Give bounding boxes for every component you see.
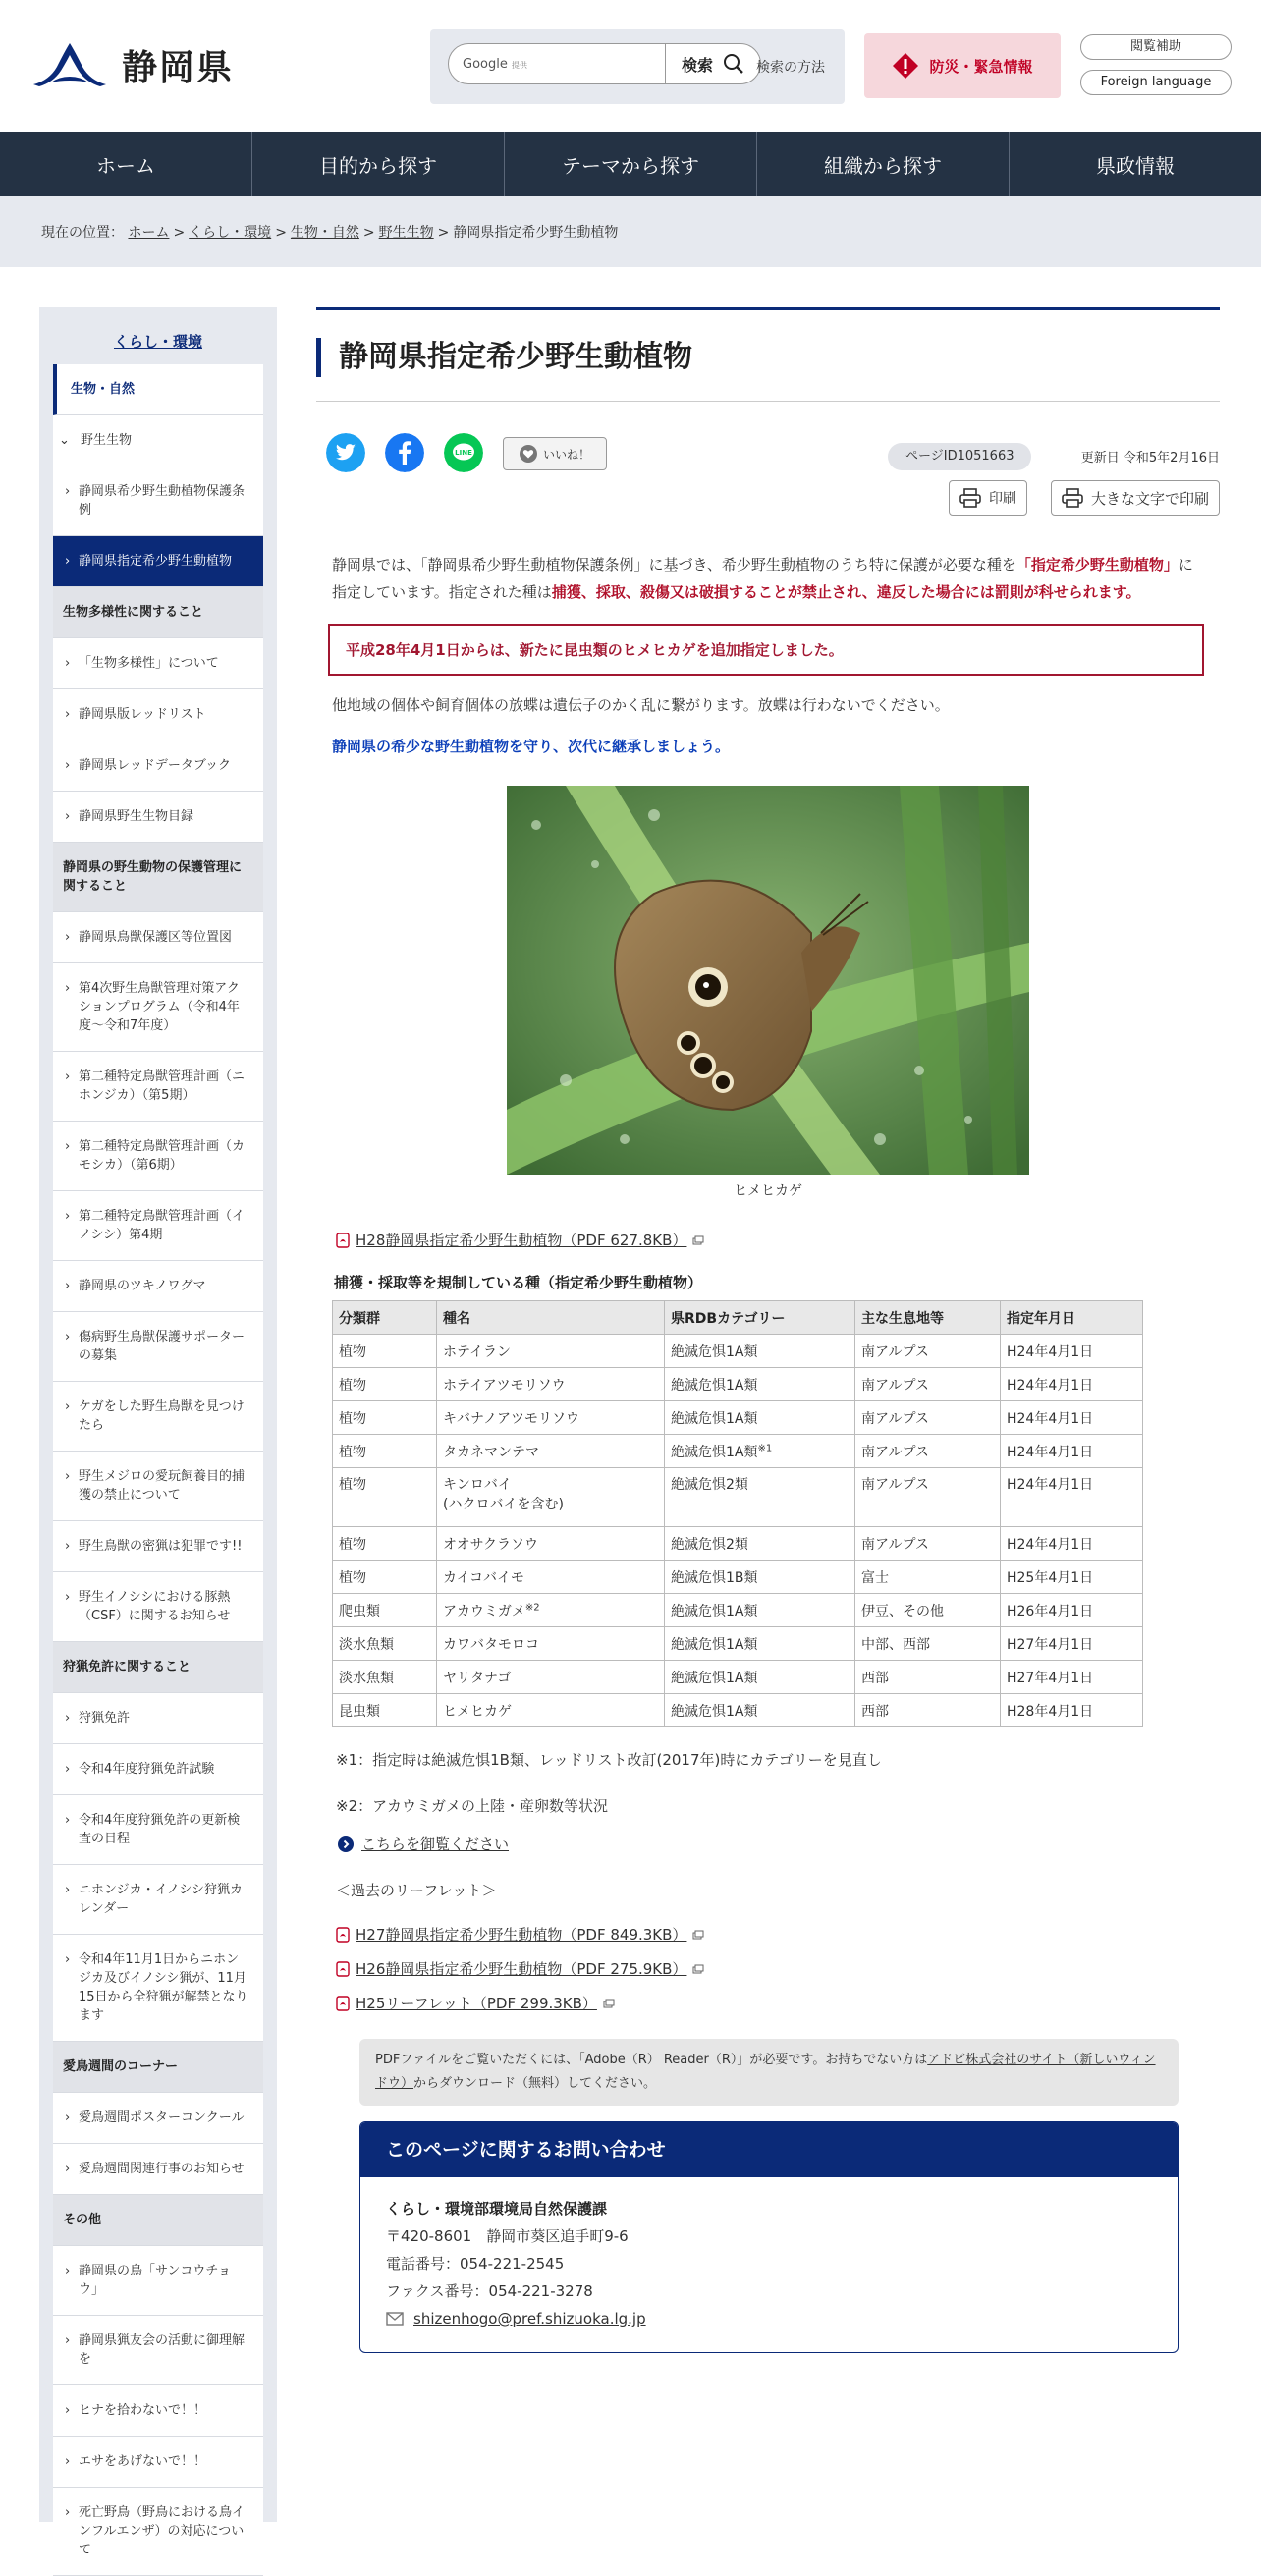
sidebar-item[interactable] xyxy=(53,1452,263,1521)
table-cell: 絶滅危惧2類 xyxy=(665,1468,855,1527)
sidebar-item-label: 野生生物 xyxy=(81,433,133,448)
svg-text:LINE: LINE xyxy=(455,449,472,457)
sidebar-item-label: 愛鳥週間のコーナー xyxy=(63,2059,179,2074)
table-cell: キンロバイ (ハクロバイを含む) xyxy=(437,1468,665,1527)
table-cell: アカウミガメ$^{※2}$ xyxy=(437,1594,665,1627)
table-cell: 昆虫類 xyxy=(333,1694,437,1727)
table-row xyxy=(333,1627,1143,1661)
sidebar-category xyxy=(53,843,263,912)
chevron-right-icon: › xyxy=(65,1469,71,1484)
page-id-badge: ページID1051663 xyxy=(888,443,1031,470)
table-row xyxy=(333,1661,1143,1694)
sidebar-item[interactable] xyxy=(53,963,263,1052)
sidebar-item[interactable] xyxy=(53,2246,263,2316)
nav-home[interactable]: ホーム xyxy=(0,132,252,196)
chevron-right-icon: › xyxy=(65,2264,71,2278)
adobe-reader-notice: PDFファイルをご覧いただくには、「Adobe（R） Reader（R）」が必要です。お持ちでない方はアドビ株式会社のサイト（新しいウィンドウ）からダウンロード（無料）してください。 xyxy=(359,2039,1179,2106)
printer-icon xyxy=(959,488,981,508)
sidebar-menu xyxy=(53,364,263,2576)
chevron-right-icon: › xyxy=(65,2505,71,2520)
sidebar-item-label: 愛鳥週間関連行事のお知らせ xyxy=(79,2162,245,2176)
table-cell: H28年4月1日 xyxy=(1001,1694,1143,1727)
pdf-link-h26[interactable]: H26静岡県指定希少野生動植物（PDF 275.9KB） xyxy=(336,1958,1220,1979)
emergency-info-button[interactable]: 防災・緊急情報 xyxy=(864,33,1061,98)
table-cell: 絶滅危惧1A類$^{※1}$ xyxy=(665,1435,855,1468)
table-cell: ホテイアツモリソウ xyxy=(437,1368,665,1401)
col-header-habitat: 主な生息地等 xyxy=(855,1301,1001,1335)
external-window-icon xyxy=(692,1235,704,1245)
table-cell: 絶滅危惧1A類 xyxy=(665,1368,855,1401)
chevron-right-icon: › xyxy=(65,1209,71,1224)
notice-box: 平成28年4月1日からは、新たに昆虫類のヒメヒカゲを追加指定しました。 xyxy=(328,624,1204,676)
sidebar-item-label: 第二種特定鳥獣管理計画（イノシシ）第4期 xyxy=(79,1209,246,1242)
mail-icon xyxy=(386,2312,404,2326)
sidebar-item[interactable] xyxy=(53,415,263,466)
sidebar-item[interactable] xyxy=(53,2144,263,2195)
chevron-right-icon: › xyxy=(65,1069,71,1084)
chevron-right-icon: › xyxy=(65,2162,71,2176)
table-cell: 西部 xyxy=(855,1661,1001,1694)
sidebar-item-label: 狩猟免許 xyxy=(79,1711,131,1726)
table-cell: 南アルプス xyxy=(855,1468,1001,1527)
site-header xyxy=(0,0,1261,132)
sidebar-item-label: 静岡県版レッドリスト xyxy=(79,707,206,722)
table-row xyxy=(333,1401,1143,1435)
search-provider-label: Google 提供 xyxy=(463,57,527,72)
page-title: 静岡県指定希少野生動植物 xyxy=(316,338,1220,377)
sidebar-title-link[interactable]: くらし・環境 xyxy=(113,333,202,351)
table-cell: 植物 xyxy=(333,1435,437,1468)
chevron-right-icon: › xyxy=(65,2403,71,2418)
sidebar-item-label: ケガをした野生鳥獣を見つけたら xyxy=(79,1399,245,1433)
sidebar-item[interactable] xyxy=(53,536,263,587)
table-cell: H24年4月1日 xyxy=(1001,1527,1143,1561)
sidebar-category xyxy=(53,2042,263,2093)
sidebar-item-label: 令和4年度狩猟免許の更新検査の日程 xyxy=(79,1813,241,1846)
sidebar-item[interactable] xyxy=(53,1191,263,1261)
table-header-row xyxy=(333,1301,1143,1335)
table-cell: 絶滅危惧1A類 xyxy=(665,1335,855,1368)
butterfly-photo xyxy=(507,786,1029,1175)
chevron-right-icon: › xyxy=(65,1952,71,1967)
sidebar-item[interactable] xyxy=(53,740,263,792)
sidebar-item-label: 令和4年度狩猟免許試験 xyxy=(79,1762,215,1777)
sidebar-item-label: 静岡県のツキノワグマ xyxy=(79,1279,206,1293)
contact-body xyxy=(360,2177,1178,2352)
sidebar-category xyxy=(53,2195,263,2246)
table-cell: H24年4月1日 xyxy=(1001,1468,1143,1527)
table-cell: 植物 xyxy=(333,1401,437,1435)
col-header-group: 分類群 xyxy=(333,1301,437,1335)
table-cell: 西部 xyxy=(855,1694,1001,1727)
breadcrumb-wildlife[interactable]: 野生生物 xyxy=(378,225,434,241)
sidebar-item-label: 第4次野生鳥獣管理対策アクションプログラム（令和4年度～令和7年度） xyxy=(79,981,240,1033)
breadcrumb-prefix: 現在の位置： xyxy=(41,225,124,241)
search-area xyxy=(430,29,845,104)
photo-caption: ヒメヒカゲ xyxy=(734,1183,802,1199)
pdf-icon xyxy=(336,1961,350,1977)
chevron-right-icon: › xyxy=(65,1279,71,1293)
chevron-right-icon: › xyxy=(65,1711,71,1726)
chevron-right-icon: › xyxy=(65,484,71,499)
pdf-link-h25[interactable]: H25リーフレット（PDF 299.3KB） xyxy=(336,1993,1220,2013)
line-icon[interactable] xyxy=(444,433,483,472)
sidebar-item[interactable] xyxy=(53,1312,263,1382)
title-top-rule xyxy=(316,307,1220,310)
sidebar-item-label: 傷病野生鳥獣保護サポーターの募集 xyxy=(79,1330,246,1363)
like-button[interactable]: いいね！ xyxy=(503,437,607,470)
contact-fax: ファクス番号：054-221-3278 xyxy=(386,2282,593,2300)
table-cell: 淡水魚類 xyxy=(333,1661,437,1694)
sidebar-item[interactable] xyxy=(53,1521,263,1572)
chevron-right-icon: › xyxy=(65,656,71,671)
species-table xyxy=(332,1300,1143,1727)
chevron-right-icon: › xyxy=(65,707,71,722)
chevron-right-icon: › xyxy=(65,554,71,569)
breadcrumb: 現在の位置： ホーム > くらし・環境 > 生物・自然 > 野生生物 > 静岡県指定希少野生動植物 xyxy=(0,196,1261,267)
sidebar-item-label: 静岡県レッドデータブック xyxy=(79,758,231,773)
contact-address: 〒420-8601 静岡市葵区追手町9-6 xyxy=(386,2227,629,2245)
contact-email xyxy=(386,2305,1152,2332)
sidebar-item[interactable] xyxy=(53,1935,263,2042)
species-photo-figure xyxy=(507,786,1029,1200)
sidebar-item[interactable] xyxy=(53,792,263,843)
sidebar-item-label: 野生鳥獣の密猟は犯罪です!! xyxy=(79,1539,243,1554)
share-toolbar xyxy=(316,402,1220,520)
table-cell: 中部、西部 xyxy=(855,1627,1001,1661)
sidebar-item-label: 静岡県野生生物目録 xyxy=(79,809,194,824)
sidebar-item[interactable] xyxy=(53,2093,263,2144)
breadcrumb-living-environment[interactable]: くらし・環境 xyxy=(189,225,272,241)
sidebar-item[interactable] xyxy=(53,638,263,689)
contact-department: くらし・環境部環境局自然保護課 xyxy=(386,2200,608,2218)
table-cell: 絶滅危惧2類 xyxy=(665,1527,855,1561)
accessibility-button[interactable]: 閲覧補助 xyxy=(1080,34,1232,60)
sidebar-item-label: 愛鳥週間ポスターコンクール xyxy=(79,2110,245,2125)
table-cell: 絶滅危惧1A類 xyxy=(665,1401,855,1435)
table-cell: H25年4月1日 xyxy=(1001,1561,1143,1594)
sidebar-item[interactable] xyxy=(53,1122,263,1191)
chevron-right-icon: › xyxy=(65,2454,71,2469)
past-leaflets-heading: ＜過去のリーフレット＞ xyxy=(336,1882,497,1899)
table-cell: ヤリタナゴ xyxy=(437,1661,665,1694)
table-cell: 植物 xyxy=(333,1561,437,1594)
col-header-rdb: 県RDBカテゴリー xyxy=(665,1301,855,1335)
contact-phone: 電話番号：054-221-2545 xyxy=(386,2255,565,2273)
footnote-2: ※2：アカウミガメの上陸・産卵数等状況 xyxy=(336,1797,608,1815)
table-cell: 絶滅危惧1A類 xyxy=(665,1661,855,1694)
table-cell: 伊豆、その他 xyxy=(855,1594,1001,1627)
sidebar-item-label: 令和4年11月1日からニホンジカ及びイノシシ猟が、11月15日から全狩猟が解禁となります xyxy=(79,1952,248,2023)
table-cell: 植物 xyxy=(333,1368,437,1401)
sidebar xyxy=(39,307,277,2557)
table-cell: H27年4月1日 xyxy=(1001,1661,1143,1694)
search-input[interactable] xyxy=(448,43,723,84)
sidebar-item-label: その他 xyxy=(63,2213,102,2227)
sidebar-item[interactable] xyxy=(53,466,263,536)
table-cell: H27年4月1日 xyxy=(1001,1627,1143,1661)
col-header-date: 指定年月日 xyxy=(1001,1301,1143,1335)
chevron-right-icon: › xyxy=(65,981,71,996)
alert-icon xyxy=(892,52,919,80)
sidebar-item-label: 静岡県の野生動物の保護管理に関すること xyxy=(63,860,243,894)
table-row xyxy=(333,1335,1143,1368)
table-cell: 南アルプス xyxy=(855,1435,1001,1468)
footnote-1: ※1：指定時は絶滅危惧1B類、レッドリスト改訂(2017年)時にカテゴリーを見直し xyxy=(336,1751,882,1769)
sidebar-item[interactable] xyxy=(53,689,263,740)
table-row xyxy=(333,1561,1143,1594)
site-name: 静岡県 xyxy=(122,47,235,88)
sidebar-item-label: 静岡県希少野生動植物保護条例 xyxy=(79,484,246,518)
chevron-right-icon: › xyxy=(65,809,71,824)
release-warning-text: 他地域の個体や飼育個体の放蝶は遺伝子のかく乱に繋がります。放蝶は行わないでください。 xyxy=(332,696,950,714)
sidebar-item[interactable] xyxy=(53,2385,263,2437)
sidebar-item-label: 第二種特定鳥獣管理計画（カモシカ）（第6期） xyxy=(79,1139,246,1173)
sidebar-item-label: ヒナを拾わないで！！ xyxy=(79,2403,207,2418)
table-cell: 南アルプス xyxy=(855,1335,1001,1368)
sidebar-category xyxy=(53,1642,263,1693)
print-button[interactable]: 印刷 xyxy=(949,480,1027,516)
pdf-link-h28[interactable]: H28静岡県指定希少野生動植物（PDF 627.8KB） xyxy=(336,1230,1220,1250)
sidebar-item[interactable] xyxy=(53,1744,263,1795)
chevron-right-icon: › xyxy=(65,1813,71,1828)
nav-by-organization[interactable]: 組織から探す xyxy=(757,132,1010,196)
table-cell: 絶滅危惧1B類 xyxy=(665,1561,855,1594)
chevron-right-icon: › xyxy=(65,1330,71,1344)
chevron-right-icon: › xyxy=(65,758,71,773)
table-cell: 南アルプス xyxy=(855,1527,1001,1561)
contact-box xyxy=(359,2121,1179,2353)
sidebar-item[interactable] xyxy=(53,1865,263,1935)
pdf-link-h27[interactable]: H27静岡県指定希少野生動植物（PDF 849.3KB） xyxy=(336,1924,1220,1945)
table-row xyxy=(333,1527,1143,1561)
adobe-site-link[interactable]: アドビ株式会社のサイト（新しいウィンドウ） xyxy=(375,2053,1156,2091)
facebook-icon[interactable] xyxy=(385,433,424,472)
intro-paragraph: 静岡県では、「静岡県希少野生動植物保護条例」に基づき、希少野生動植物のうち特に保護が必要な種を「指定希少野生動植物」に指定しています。指定された種は捕獲、採取、殺傷又は破損することが禁止され、違反した場合には罰則が科せられます。 xyxy=(332,556,1193,601)
sidebar-item-label: ニホンジカ・イノシシ狩猟カレンダー xyxy=(79,1883,244,1916)
search-help-link[interactable]: 検索の方法 xyxy=(756,60,825,76)
external-window-icon xyxy=(692,1964,704,1974)
sidebar-item[interactable] xyxy=(53,364,263,415)
table-cell: カイコバイモ xyxy=(437,1561,665,1594)
search-button[interactable]: 検索 xyxy=(665,43,761,84)
sidebar-item-label: 野生イノシシにおける豚熱（CSF）に関するお知らせ xyxy=(79,1590,231,1623)
table-cell: 南アルプス xyxy=(855,1401,1001,1435)
table-cell: 植物 xyxy=(333,1335,437,1368)
table-cell: ヒメヒカゲ xyxy=(437,1694,665,1727)
external-window-icon xyxy=(692,1930,704,1940)
sidebar-item-label: 狩猟免許に関すること xyxy=(63,1660,192,1674)
table-cell: H24年4月1日 xyxy=(1001,1335,1143,1368)
twitter-icon[interactable] xyxy=(326,433,365,472)
table-cell: カワバタモロコ xyxy=(437,1627,665,1661)
chevron-right-icon: › xyxy=(65,2110,71,2125)
chevron-right-icon: › xyxy=(65,1139,71,1154)
printer-icon xyxy=(1062,488,1083,508)
chevron-right-icon: › xyxy=(65,1762,71,1777)
table-cell: 富士 xyxy=(855,1561,1001,1594)
table-cell: オオサクラソウ xyxy=(437,1527,665,1561)
table-cell: 絶滅危惧1A類 xyxy=(665,1627,855,1661)
print-large-text-button[interactable]: 大きな文字で印刷 xyxy=(1051,480,1220,516)
table-cell: H24年4月1日 xyxy=(1001,1435,1143,1468)
chevron-right-icon: › xyxy=(65,1883,71,1897)
table-cell: ホテイラン xyxy=(437,1335,665,1368)
contact-heading: このページに関するお問い合わせ xyxy=(360,2122,1178,2177)
table-cell: 植物 xyxy=(333,1468,437,1527)
main-content xyxy=(316,307,1220,2353)
sidebar-item[interactable] xyxy=(53,1572,263,1642)
heart-icon xyxy=(520,445,537,463)
chevron-down-icon: ⌄ xyxy=(59,433,70,448)
sidebar-item[interactable] xyxy=(53,1382,263,1452)
chevron-right-icon: › xyxy=(65,1399,71,1414)
sidebar-item-label: 静岡県指定希少野生動植物 xyxy=(79,554,233,569)
prefecture-emblem-icon xyxy=(29,37,110,92)
sidebar-item-label: 第二種特定鳥獣管理計画（ニホンジカ）（第5期） xyxy=(79,1069,246,1103)
chevron-right-icon: › xyxy=(65,930,71,945)
global-nav xyxy=(0,132,1261,196)
sidebar-item[interactable] xyxy=(53,2437,263,2488)
sidebar-item[interactable] xyxy=(53,1052,263,1122)
table-cell: 淡水魚類 xyxy=(333,1627,437,1661)
nav-by-theme[interactable]: テーマから探す xyxy=(505,132,757,196)
foreign-language-button[interactable]: Foreign language xyxy=(1080,70,1232,95)
sidebar-item-label: エサをあげないで！！ xyxy=(79,2454,207,2469)
sidebar-category xyxy=(53,587,263,638)
protect-message: 静岡県の希少な野生動植物を守り、次代に継承しましょう。 xyxy=(332,738,731,755)
chevron-right-icon: › xyxy=(65,2333,71,2348)
table-cell: 南アルプス xyxy=(855,1368,1001,1401)
table-row xyxy=(333,1368,1143,1401)
arrow-circle-icon xyxy=(338,1836,354,1852)
sidebar-item-label: 「生物多様性」について xyxy=(79,656,219,671)
breadcrumb-current: 静岡県指定希少野生動植物 xyxy=(453,225,619,241)
sidebar-item-label: 静岡県の鳥「サンコウチョウ」 xyxy=(79,2264,231,2297)
nav-prefectural-info[interactable]: 県政情報 xyxy=(1096,153,1175,178)
table-cell: H24年4月1日 xyxy=(1001,1401,1143,1435)
sidebar-item[interactable] xyxy=(53,2488,263,2576)
table-cell: キバナノアツモリソウ xyxy=(437,1401,665,1435)
breadcrumb-nature[interactable]: 生物・自然 xyxy=(290,225,359,241)
sidebar-item[interactable] xyxy=(53,912,263,963)
table-row xyxy=(333,1435,1143,1468)
table-cell: 絶滅危惧1A類 xyxy=(665,1594,855,1627)
table-cell: 絶滅危惧1A類 xyxy=(665,1694,855,1727)
pdf-icon xyxy=(336,1927,350,1943)
pdf-icon xyxy=(336,1233,350,1248)
breadcrumb-home[interactable]: ホーム xyxy=(128,225,170,241)
col-header-species: 種名 xyxy=(437,1301,665,1335)
sidebar-item-label: 死亡野鳥（野鳥における鳥インフルエンザ）の対応について xyxy=(79,2505,246,2557)
table-heading: 捕獲・採取等を規制している種（指定希少野生動植物） xyxy=(334,1274,703,1291)
table-cell: 植物 xyxy=(333,1527,437,1561)
sidebar-item-label: 静岡県鳥獣保護区等位置図 xyxy=(79,930,233,945)
table-row xyxy=(333,1694,1143,1727)
site-logo[interactable] xyxy=(29,37,234,92)
contact-email-link[interactable]: shizenhogo@pref.shizuoka.lg.jp xyxy=(413,2310,646,2328)
table-row xyxy=(333,1468,1143,1527)
pdf-icon xyxy=(336,1996,350,2011)
external-window-icon xyxy=(603,1999,615,2008)
sidebar-item-label: 生物・自然 xyxy=(71,382,136,397)
sidebar-item[interactable] xyxy=(53,2316,263,2385)
chevron-right-icon: › xyxy=(65,1590,71,1605)
table-row xyxy=(333,1594,1143,1627)
table-cell: H24年4月1日 xyxy=(1001,1368,1143,1401)
table-cell: H26年4月1日 xyxy=(1001,1594,1143,1627)
sidebar-item[interactable] xyxy=(53,1795,263,1865)
updated-date: 更新日 令和5年2月16日 xyxy=(1080,451,1220,466)
sidebar-item-label: 静岡県猟友会の活動に御理解を xyxy=(79,2333,246,2367)
sidebar-item[interactable] xyxy=(53,1693,263,1744)
sidebar-item-label: 生物多様性に関すること xyxy=(63,605,204,620)
sidebar-item[interactable] xyxy=(53,1261,263,1312)
table-cell: タカネマンテマ xyxy=(437,1435,665,1468)
sidebar-item-label: 野生メジロの愛玩飼養目的捕獲の禁止について xyxy=(79,1469,246,1503)
chevron-right-icon: › xyxy=(65,1539,71,1554)
see-more-link[interactable]: こちらを御覧ください xyxy=(338,1834,1220,1854)
search-icon xyxy=(723,53,744,75)
nav-by-purpose[interactable]: 目的から探す xyxy=(252,132,505,196)
table-cell: 爬虫類 xyxy=(333,1594,437,1627)
